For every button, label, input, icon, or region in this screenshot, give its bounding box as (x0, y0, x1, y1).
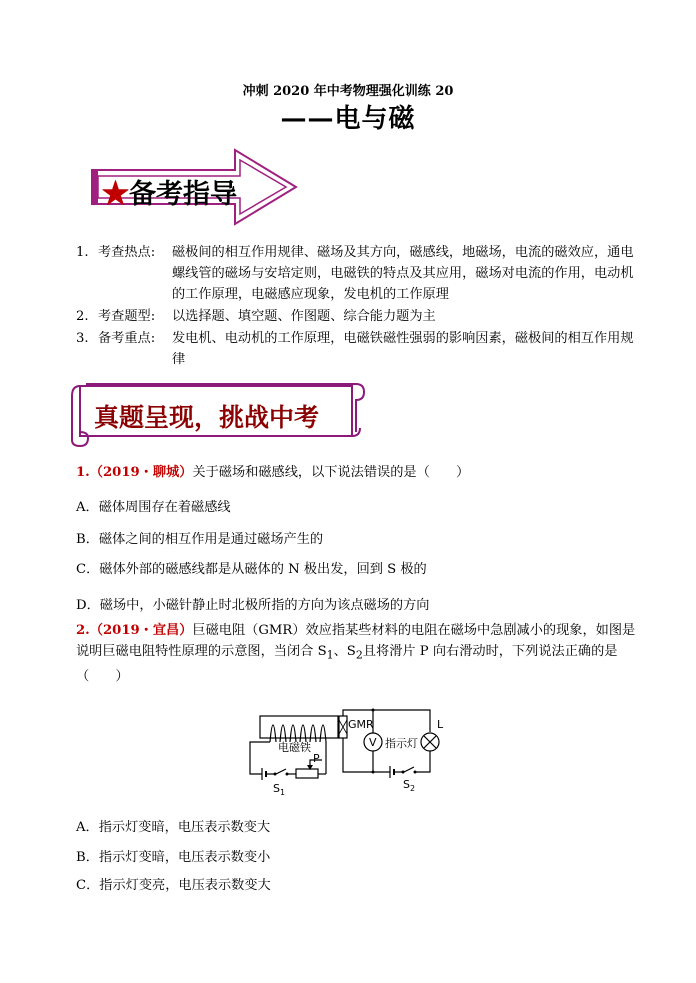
document-subtitle: 冲刺 2020 年中考物理强化训练 20 (242, 84, 454, 99)
rheostat (296, 769, 318, 778)
question-1-option-d: D．磁场中，小磁针静止时北极所指的方向为该点磁场的方向 (76, 598, 430, 613)
switch-1-label: $S_1$ (273, 782, 286, 797)
banner-guide-label: 备考指导 (129, 179, 237, 210)
guide-item: 1. 考查热点: 磁极间的相互作用规律、磁场及其方向，磁感线，地磁场，电流的磁效应，通电螺线管的磁场与安培定则，电磁铁的特点及其应用，磁场对电流的作用，电动机的工作原理，电磁感应现象，发电机的工作原理 (76, 245, 634, 302)
banner-exam-label: 真题呈现，挑战中考 (94, 403, 320, 432)
gmr-label: GMR (348, 718, 374, 731)
star-icon: ★ (102, 179, 129, 210)
question-2-option-c: C．指示灯变亮，电压表示数变大 (76, 878, 271, 893)
question-2-stem: 2.（2019・宜昌）巨磁电阻（GMR）效应指某些材料的电阻在磁场中急剧减小的现象，如图是说明巨磁电阻特性原理的示意图，当闭合 $S_1$、$S_2$且将滑片 P 向右滑动时，下列说法正确的是（ ） (76, 623, 636, 684)
question-2-option-a: A．指示灯变暗，电压表示数变大 (76, 820, 271, 835)
voltmeter-label: V (369, 736, 377, 749)
question-1-option-c: C．磁体外部的磁感线都是从磁体的 N 极出发，回到 S 极的 (76, 562, 427, 577)
document-title: ——电与磁 (280, 104, 416, 134)
switch-2-label: $S_2$ (403, 778, 416, 793)
question-1-stem: 1.（2019・聊城）关于磁场和磁感线，以下说法错误的是（ ） (76, 465, 470, 480)
question-1-option-b: B．磁体之间的相互作用是通过磁场产生的 (76, 532, 324, 547)
guide-list (76, 242, 636, 371)
banner-guide (102, 172, 237, 211)
gmr-circuit-diagram (240, 708, 450, 800)
lamp-symbol-label: L (437, 718, 444, 731)
question-2-option-b: B．指示灯变暗，电压表示数变小 (76, 850, 271, 865)
electromagnet-label: 电磁铁 (278, 741, 311, 754)
question-1-option-a: A．磁体周围存在着磁感线 (76, 500, 231, 515)
guide-item: 3. 备考重点: 发电机、电动机的工作原理，电磁铁磁性强弱的影响因素，磁极间的相互作用规律 (76, 331, 634, 367)
slider-label: P (313, 752, 320, 765)
coil-icon (270, 725, 326, 742)
lamp-label: 指示灯 (385, 737, 418, 750)
guide-item: 2. 考查题型: 以选择题、填空题、作图题、综合能力题为主 (76, 309, 436, 324)
